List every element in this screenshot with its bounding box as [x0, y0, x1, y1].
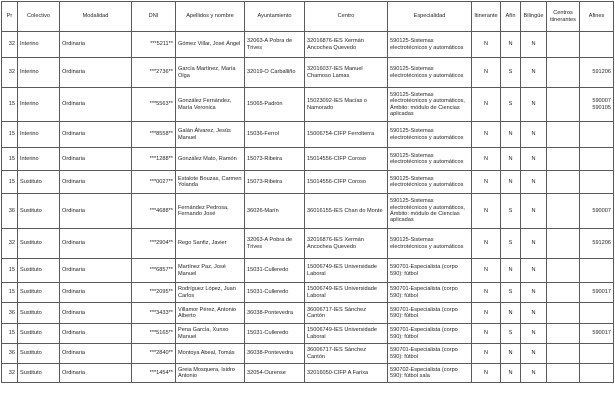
- cell-especialidad: 590125-Sistemas electrotécnicos y automáticos: [388, 58, 472, 88]
- cell-centros-itinerantes: [547, 229, 580, 259]
- cell-pr: 32: [2, 229, 18, 259]
- cell-afin: N: [501, 32, 521, 58]
- cell-centro: 36016155-IES Chan do Monte: [305, 194, 388, 229]
- cell-apellidos-nombre: Estalote Bouzas, Carmen Yolanda: [176, 171, 245, 194]
- cell-bilingue: N: [521, 58, 547, 88]
- cell-colectivo: Sustituto: [18, 171, 60, 194]
- cell-modalidad: Ordinaria: [60, 303, 132, 324]
- col-header-centros-itinerantes: Centros itinerantes: [547, 2, 580, 32]
- cell-pr: 15: [2, 122, 18, 148]
- cell-centro: 15006749-IES Universidade Laboral: [305, 283, 388, 303]
- cell-colectivo: Sustituto: [18, 283, 60, 303]
- cell-afines: [580, 364, 614, 383]
- cell-modalidad: Ordinaria: [60, 283, 132, 303]
- cell-afin: N: [501, 148, 521, 171]
- cell-itinerante: N: [472, 303, 501, 324]
- cell-bilingue: N: [521, 283, 547, 303]
- cell-ayuntamiento: 15065-Padrón: [245, 88, 305, 122]
- cell-centros-itinerantes: [547, 122, 580, 148]
- col-header-modalidad: Modalidad: [60, 2, 132, 32]
- cell-itinerante: N: [472, 88, 501, 122]
- cell-colectivo: Interino: [18, 32, 60, 58]
- cell-pr: 15: [2, 88, 18, 122]
- cell-centros-itinerantes: [547, 194, 580, 229]
- cell-ayuntamiento: 32054-Ourense: [245, 364, 305, 383]
- cell-pr: 15: [2, 259, 18, 283]
- cell-dni: ***6857**: [132, 259, 176, 283]
- cell-afin: S: [501, 229, 521, 259]
- cell-itinerante: N: [472, 148, 501, 171]
- cell-afin: N: [501, 344, 521, 364]
- cell-ayuntamiento: 32063-A Pobra de Trives: [245, 32, 305, 58]
- col-header-afin: Afín: [501, 2, 521, 32]
- cell-ayuntamiento: 15031-Culleredo: [245, 324, 305, 344]
- cell-dni: ***5563**: [132, 88, 176, 122]
- cell-pr: 15: [2, 171, 18, 194]
- cell-apellidos-nombre: Rego Sanfiz, Javier: [176, 229, 245, 259]
- cell-pr: 15: [2, 324, 18, 344]
- cell-centros-itinerantes: [547, 148, 580, 171]
- cell-bilingue: N: [521, 194, 547, 229]
- cell-afin: S: [501, 58, 521, 88]
- cell-afin: N: [501, 122, 521, 148]
- cell-ayuntamiento: 15073-Ribeira: [245, 148, 305, 171]
- table-row: [2, 229, 614, 259]
- cell-ayuntamiento: 15036-Ferrol: [245, 122, 305, 148]
- cell-apellidos-nombre: Villamor Pérez, Antonio Alberto: [176, 303, 245, 324]
- cell-centros-itinerantes: [547, 32, 580, 58]
- cell-colectivo: Sustituto: [18, 229, 60, 259]
- cell-itinerante: N: [472, 122, 501, 148]
- table-row: [2, 344, 614, 364]
- cell-apellidos-nombre: Gómez Villar, José Ángel: [176, 32, 245, 58]
- cell-centro: 15006749-IES Universidade Laboral: [305, 259, 388, 283]
- cell-centro: 15023092-IES Macías o Namorado: [305, 88, 388, 122]
- cell-dni: ***5211**: [132, 32, 176, 58]
- cell-centro: 36006717-IES Sánchez Cantón: [305, 344, 388, 364]
- cell-afines: 590017: [580, 324, 614, 344]
- cell-afines: 591206: [580, 58, 614, 88]
- cell-bilingue: N: [521, 122, 547, 148]
- cell-pr: 32: [2, 32, 18, 58]
- cell-itinerante: N: [472, 194, 501, 229]
- col-header-afines: Afines: [580, 2, 614, 32]
- cell-itinerante: N: [472, 364, 501, 383]
- cell-bilingue: N: [521, 171, 547, 194]
- cell-modalidad: Ordinaria: [60, 58, 132, 88]
- col-header-dni: DNI: [132, 2, 176, 32]
- cell-especialidad: 590125-Sistemas electrotécnicos y automáticos, Ámbito: módulo de Ciencias aplicadas: [388, 194, 472, 229]
- cell-ayuntamiento: 15073-Ribeira: [245, 171, 305, 194]
- cell-bilingue: N: [521, 259, 547, 283]
- cell-modalidad: Ordinaria: [60, 148, 132, 171]
- cell-especialidad: 590702-Especialista (corpo 590): fútbol sala: [388, 364, 472, 383]
- cell-apellidos-nombre: Fernández Pedrosa, Fernando José: [176, 194, 245, 229]
- cell-pr: 15: [2, 283, 18, 303]
- cell-dni: ***2736**: [132, 58, 176, 88]
- cell-bilingue: N: [521, 344, 547, 364]
- cell-colectivo: Interino: [18, 88, 60, 122]
- cell-itinerante: N: [472, 171, 501, 194]
- cell-modalidad: Ordinaria: [60, 88, 132, 122]
- cell-modalidad: Ordinaria: [60, 194, 132, 229]
- cell-modalidad: Ordinaria: [60, 229, 132, 259]
- cell-colectivo: Interino: [18, 58, 60, 88]
- col-header-pr: Pr: [2, 2, 18, 32]
- cell-dni: ***0027**: [132, 171, 176, 194]
- cell-modalidad: Ordinaria: [60, 122, 132, 148]
- col-header-ayuntamiento: Ayuntamiento: [245, 2, 305, 32]
- cell-apellidos-nombre: Montoya Abeal, Tomás: [176, 344, 245, 364]
- col-header-especialidad: Especialidad: [388, 2, 472, 32]
- cell-modalidad: Ordinaria: [60, 344, 132, 364]
- cell-itinerante: N: [472, 229, 501, 259]
- cell-apellidos-nombre: González Fernández, María Veronica: [176, 88, 245, 122]
- cell-centros-itinerantes: [547, 364, 580, 383]
- cell-apellidos-nombre: Galán Álvarez, Jesús Manuel: [176, 122, 245, 148]
- table-row: [2, 259, 614, 283]
- cell-afin: N: [501, 364, 521, 383]
- cell-centro: 36006717-IES Sánchez Cantón: [305, 303, 388, 324]
- table-row: [2, 364, 614, 383]
- cell-afines: [580, 122, 614, 148]
- cell-afines: [580, 171, 614, 194]
- table-row: [2, 324, 614, 344]
- cell-apellidos-nombre: Rodríguez López, Juan Carlos: [176, 283, 245, 303]
- cell-apellidos-nombre: González Mato, Ramón: [176, 148, 245, 171]
- cell-especialidad: 590701-Especialista (corpo 590): fútbol: [388, 303, 472, 324]
- table-row: [2, 88, 614, 122]
- cell-colectivo: Sustituto: [18, 303, 60, 324]
- col-header-colectivo: Colectivo: [18, 2, 60, 32]
- col-header-apellidos-nombre: Apellidos y nombre: [176, 2, 245, 32]
- cell-modalidad: Ordinaria: [60, 364, 132, 383]
- cell-apellidos-nombre: Pena García, Xunxo Manuel: [176, 324, 245, 344]
- table-row: [2, 171, 614, 194]
- cell-apellidos-nombre: Martínez Paz, José Manuel: [176, 259, 245, 283]
- cell-centro: 32016037-IES Manuel Chamoso Lamas: [305, 58, 388, 88]
- cell-especialidad: 590701-Especialista (corpo 590): fútbol: [388, 324, 472, 344]
- cell-afines: [580, 303, 614, 324]
- assignments-table: [1, 1, 614, 383]
- cell-colectivo: Sustituto: [18, 344, 60, 364]
- cell-centros-itinerantes: [547, 303, 580, 324]
- cell-centros-itinerantes: [547, 88, 580, 122]
- cell-centros-itinerantes: [547, 58, 580, 88]
- cell-afin: N: [501, 259, 521, 283]
- cell-pr: 32: [2, 58, 18, 88]
- cell-afines: [580, 259, 614, 283]
- col-header-itinerante: Itinerante: [472, 2, 501, 32]
- cell-afin: S: [501, 194, 521, 229]
- cell-modalidad: Ordinaria: [60, 259, 132, 283]
- cell-especialidad: 590125-Sistemas electrotécnicos y automáticos: [388, 229, 472, 259]
- cell-pr: 36: [2, 344, 18, 364]
- table-row: [2, 58, 614, 88]
- cell-dni: ***2095**: [132, 283, 176, 303]
- table-row: [2, 303, 614, 324]
- cell-ayuntamiento: 36038-Pontevedra: [245, 344, 305, 364]
- cell-bilingue: N: [521, 148, 547, 171]
- cell-pr: 32: [2, 364, 18, 383]
- cell-dni: ***5165**: [132, 324, 176, 344]
- cell-especialidad: 590701-Especialista (corpo 590): fútbol: [388, 344, 472, 364]
- cell-dni: ***8558**: [132, 122, 176, 148]
- cell-pr: 15: [2, 148, 18, 171]
- cell-ayuntamiento: 36038-Pontevedra: [245, 303, 305, 324]
- cell-afin: S: [501, 88, 521, 122]
- cell-centros-itinerantes: [547, 259, 580, 283]
- cell-dni: ***4688**: [132, 194, 176, 229]
- table-row: [2, 148, 614, 171]
- cell-itinerante: N: [472, 324, 501, 344]
- cell-afines: [580, 148, 614, 171]
- header-row: [2, 2, 614, 32]
- cell-centros-itinerantes: [547, 283, 580, 303]
- cell-pr: 36: [2, 303, 18, 324]
- cell-especialidad: 590125-Sistemas electrotécnicos y automáticos, Ámbito: módulo de Ciencias aplicadas: [388, 88, 472, 122]
- cell-itinerante: N: [472, 32, 501, 58]
- cell-colectivo: Sustituto: [18, 194, 60, 229]
- cell-centros-itinerantes: [547, 344, 580, 364]
- table-row: [2, 32, 614, 58]
- cell-dni: ***2840**: [132, 344, 176, 364]
- cell-afines: 591206: [580, 229, 614, 259]
- cell-ayuntamiento: 15031-Culleredo: [245, 259, 305, 283]
- table-row: [2, 194, 614, 229]
- table-row: [2, 283, 614, 303]
- cell-centro: 15014556-CIFP Coroso: [305, 148, 388, 171]
- cell-centro: 32016876-IES Xermán Ancochea Quevedo: [305, 229, 388, 259]
- cell-apellidos-nombre: García Martínez, María Olga: [176, 58, 245, 88]
- cell-ayuntamiento: 32063-A Pobra de Trives: [245, 229, 305, 259]
- cell-especialidad: 590125-Sistemas electrotécnicos y automáticos: [388, 122, 472, 148]
- cell-especialidad: 590125-Sistemas electrotécnicos y automáticos: [388, 171, 472, 194]
- cell-afin: N: [501, 171, 521, 194]
- cell-afines: 590007: [580, 194, 614, 229]
- cell-centros-itinerantes: [547, 324, 580, 344]
- cell-ayuntamiento: 15031-Culleredo: [245, 283, 305, 303]
- cell-especialidad: 590701-Especialista (corpo 590): fútbol: [388, 259, 472, 283]
- cell-modalidad: Ordinaria: [60, 324, 132, 344]
- cell-bilingue: N: [521, 32, 547, 58]
- cell-afines: [580, 32, 614, 58]
- cell-colectivo: Interino: [18, 148, 60, 171]
- cell-colectivo: Interino: [18, 122, 60, 148]
- cell-bilingue: N: [521, 88, 547, 122]
- cell-centro: 32016876-IES Xermán Ancochea Quevedo: [305, 32, 388, 58]
- cell-itinerante: N: [472, 283, 501, 303]
- cell-bilingue: N: [521, 364, 547, 383]
- cell-modalidad: Ordinaria: [60, 32, 132, 58]
- cell-ayuntamiento: 32019-O Carballiño: [245, 58, 305, 88]
- cell-dni: ***1454**: [132, 364, 176, 383]
- table-row: [2, 122, 614, 148]
- cell-bilingue: N: [521, 303, 547, 324]
- cell-colectivo: Sustituto: [18, 364, 60, 383]
- col-header-bilingue: Bilingüe: [521, 2, 547, 32]
- cell-afines: [580, 344, 614, 364]
- cell-bilingue: N: [521, 324, 547, 344]
- cell-dni: ***3433**: [132, 303, 176, 324]
- cell-itinerante: N: [472, 344, 501, 364]
- cell-ayuntamiento: 36026-Marín: [245, 194, 305, 229]
- cell-itinerante: N: [472, 259, 501, 283]
- col-header-centro: Centro: [305, 2, 388, 32]
- cell-afines: 590007 590105: [580, 88, 614, 122]
- cell-bilingue: N: [521, 229, 547, 259]
- cell-modalidad: Ordinaria: [60, 171, 132, 194]
- cell-centro: 15006754-CIFP Ferrolterra: [305, 122, 388, 148]
- cell-colectivo: Sustituto: [18, 259, 60, 283]
- cell-afin: S: [501, 283, 521, 303]
- cell-centro: 15014556-CIFP Coroso: [305, 171, 388, 194]
- cell-afin: S: [501, 324, 521, 344]
- cell-especialidad: 590125-Sistemas electrotécnicos y automáticos: [388, 32, 472, 58]
- cell-colectivo: Sustituto: [18, 324, 60, 344]
- cell-afines: 590017: [580, 283, 614, 303]
- cell-especialidad: 590701-Especialista (corpo 590): fútbol: [388, 283, 472, 303]
- cell-itinerante: N: [472, 58, 501, 88]
- cell-apellidos-nombre: Greia Mosquera, Isidro Antonio: [176, 364, 245, 383]
- cell-afin: N: [501, 303, 521, 324]
- cell-centro: 15006749-IES Universidade Laboral: [305, 324, 388, 344]
- cell-centro: 32016050-CIFP A Farixa: [305, 364, 388, 383]
- cell-especialidad: 590125-Sistemas electrotécnicos y automáticos: [388, 148, 472, 171]
- cell-pr: 36: [2, 194, 18, 229]
- cell-dni: ***2904**: [132, 229, 176, 259]
- cell-centros-itinerantes: [547, 171, 580, 194]
- cell-dni: ***1288**: [132, 148, 176, 171]
